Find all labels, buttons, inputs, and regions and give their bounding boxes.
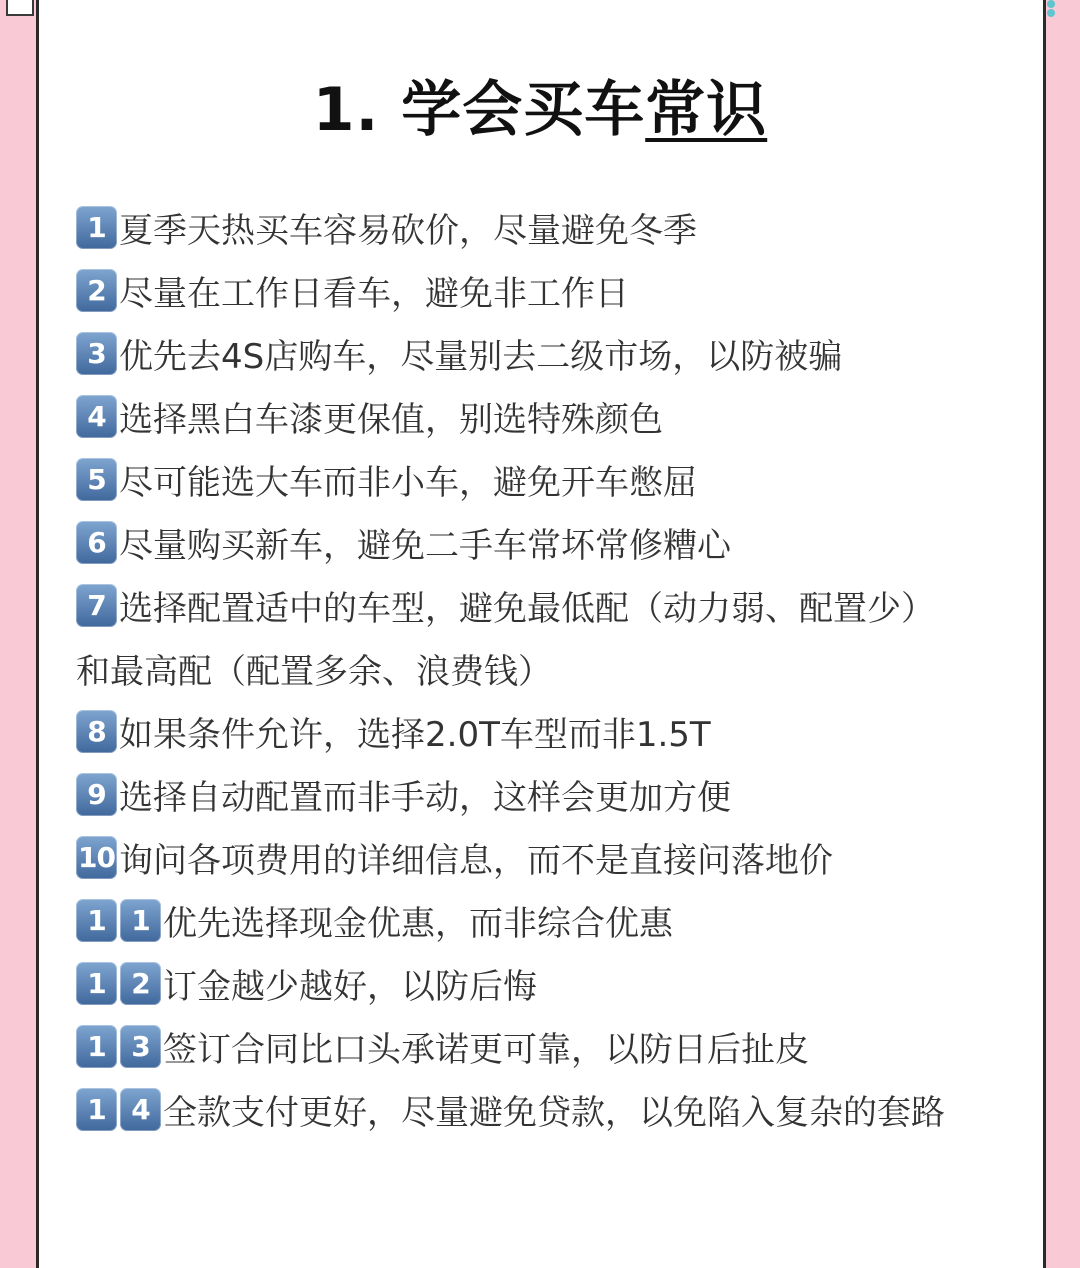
list-item-text: 选择配置适中的车型，避免最低配（动力弱、配置少） [119, 589, 935, 629]
list-item-text: 尽量购买新车，避免二手车常坏常修糟心 [119, 526, 731, 566]
list-item [76, 763, 1026, 826]
list-item [76, 196, 1026, 259]
list-item [76, 385, 1026, 448]
list-item [76, 511, 1026, 574]
corner-ornament-right [1044, 0, 1058, 24]
list-item-text: 订金越少越好，以防后悔 [163, 967, 537, 1007]
keycap-digit-icon: 1 [76, 899, 117, 942]
list-item-text: 选择自动配置而非手动，这样会更加方便 [119, 778, 731, 818]
list-item [76, 574, 1026, 637]
keycap-digit-icon: 9 [76, 773, 117, 816]
number-badge-icon [76, 836, 117, 879]
list-item [76, 1015, 1026, 1078]
list-item [76, 448, 1026, 511]
keycap-digit-icon: 6 [76, 521, 117, 564]
list-item-text: 尽可能选大车而非小车，避免开车憋屈 [119, 463, 697, 503]
list-item [76, 889, 1026, 952]
list-item-text: 和最高配（配置多余、浪费钱） [76, 652, 552, 692]
number-badge-icon [76, 395, 117, 438]
keycap-digit-icon: 7 [76, 584, 117, 627]
list-item [76, 952, 1026, 1015]
list-item-text: 签订合同比口头承诺更可靠，以防日后扯皮 [163, 1030, 809, 1070]
keycap-digit-icon: 1 [76, 1025, 117, 1068]
tips-list [76, 196, 1026, 1141]
keycap-digit-icon: 1 [120, 899, 161, 942]
number-badge-icon [76, 1025, 161, 1068]
keycap-digit-icon: 1 [76, 206, 117, 249]
list-item-text: 优先去4S店购车，尽量别去二级市场，以防被骗 [119, 337, 843, 377]
list-item-text: 夏季天热买车容易砍价，尽量避免冬季 [119, 211, 697, 251]
number-badge-icon [76, 584, 117, 627]
keycap-digit-icon: 10 [76, 836, 117, 879]
list-item-text: 优先选择现金优惠，而非综合优惠 [163, 904, 673, 944]
keycap-digit-icon: 3 [76, 332, 117, 375]
list-item-text: 全款支付更好，尽量避免贷款，以免陷入复杂的套路 [163, 1093, 945, 1133]
keycap-digit-icon: 4 [76, 395, 117, 438]
keycap-digit-icon: 8 [76, 710, 117, 753]
number-badge-icon [76, 773, 117, 816]
keycap-digit-icon: 1 [76, 962, 117, 1005]
number-badge-icon [76, 1088, 161, 1131]
list-item-text: 选择黑白车漆更保值，别选特殊颜色 [119, 400, 663, 440]
keycap-digit-icon: 4 [120, 1088, 161, 1131]
list-item [76, 1078, 1026, 1141]
number-badge-icon [76, 206, 117, 249]
number-badge-icon [76, 521, 117, 564]
number-badge-icon [76, 458, 117, 501]
number-badge-icon [76, 962, 161, 1005]
keycap-digit-icon: 5 [76, 458, 117, 501]
list-item-text: 询问各项费用的详细信息，而不是直接问落地价 [119, 841, 833, 881]
list-item [76, 700, 1026, 763]
corner-ornament-left [6, 0, 34, 16]
title-main: 1. 学会买车 [312, 75, 646, 145]
list-item [76, 322, 1026, 385]
list-item [76, 259, 1026, 322]
keycap-digit-icon: 2 [120, 962, 161, 1005]
page-title [0, 62, 1080, 148]
keycap-digit-icon: 1 [76, 1088, 117, 1131]
number-badge-icon [76, 899, 161, 942]
list-item-text: 如果条件允许，选择2.0T车型而非1.5T [119, 715, 711, 755]
title-underlined: 常识 [645, 75, 768, 145]
list-item [76, 637, 1026, 700]
keycap-digit-icon: 2 [76, 269, 117, 312]
list-item [76, 826, 1026, 889]
number-badge-icon [76, 269, 117, 312]
number-badge-icon [76, 710, 117, 753]
list-item-text: 尽量在工作日看车，避免非工作日 [119, 274, 629, 314]
number-badge-icon [76, 332, 117, 375]
keycap-digit-icon: 3 [120, 1025, 161, 1068]
